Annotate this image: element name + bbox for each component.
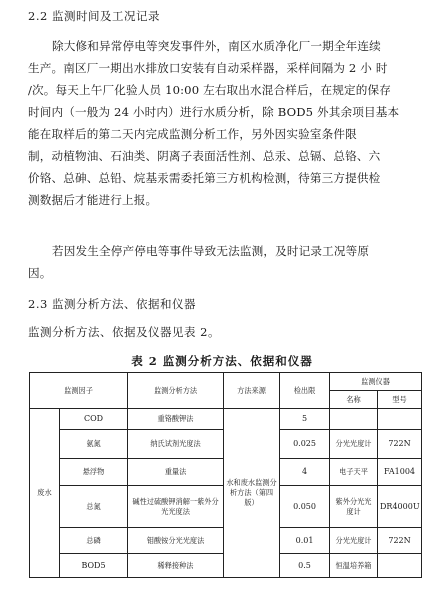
instrument-model-cell: 722N — [378, 430, 422, 459]
instrument-name-cell: 分光光度计 — [330, 528, 378, 554]
limit-cell: 5 — [280, 409, 330, 430]
instrument-name-cell: 分光光度计 — [330, 430, 378, 459]
paragraph-outage-note — [28, 240, 420, 284]
category-cell: 废水 — [30, 409, 60, 578]
header-instrument: 监测仪器 — [330, 373, 422, 391]
instrument-model-cell: DR4000U — [378, 486, 422, 528]
header-instrument-model: 型号 — [378, 391, 422, 409]
table-header-row — [30, 373, 422, 391]
header-method: 监测分析方法 — [128, 373, 224, 409]
instrument-name-cell — [330, 409, 378, 430]
paragraph-line: 价铬、总砷、总铅、烷基汞需委托第三方机构检测，待第三方提供检 — [28, 171, 381, 185]
factor-cell: BOD5 — [60, 554, 128, 578]
method-cell: 稀释接种法 — [128, 554, 224, 578]
paragraph-line: 时间内（一般为 24 小时内）进行水质分析，除 BOD5 外其余项目基本 — [28, 105, 400, 119]
paragraph-line: /次。每天上午厂化验人员 10:00 左右取出水混合样后，在规定的保存 — [28, 83, 391, 97]
section-heading-2-2: 2.2 监测时间及工况记录 — [28, 9, 160, 23]
method-cell: 钼酸铵分光光度法 — [128, 528, 224, 554]
paragraph-line: 除大修和异常停电等突发事件外，南区水质净化厂一期全年连续 — [52, 39, 381, 53]
paragraph-monitoring-schedule — [28, 35, 420, 211]
methods-table — [29, 372, 422, 578]
paragraph-line: 制，动植物油、石油类、阴离子表面活性剂、总汞、总镉、总铬、六 — [28, 149, 381, 163]
factor-cell: 总磷 — [60, 528, 128, 554]
header-factor: 监测因子 — [30, 373, 128, 409]
limit-cell: 0.01 — [280, 528, 330, 554]
table-caption: 表 2 监测分析方法、依据和仪器 — [131, 354, 313, 368]
instrument-model-cell: FA1004 — [378, 459, 422, 486]
limit-cell: 0.050 — [280, 486, 330, 528]
factor-cell: 总氮 — [60, 486, 128, 528]
paragraph-line: 若因发生全停产停电等事件导致无法监测，及时记录工况等原 — [52, 244, 370, 258]
header-limit: 检出限 — [280, 373, 330, 409]
table-reference-text: 监测分析方法、依据及仪器见表 2。 — [28, 325, 220, 339]
method-cell: 重铬酸钾法 — [128, 409, 224, 430]
paragraph-line: 能在取样后的第二天内完成监测分析工作，另外因实验室条件限 — [28, 127, 357, 141]
instrument-name-cell: 电子天平 — [330, 459, 378, 486]
paragraph-line: 生产。南区厂一期出水排放口安装有自动采样器，采样间隔为 2 小 时 — [28, 61, 388, 75]
instrument-name-cell: 紫外分光光度计 — [330, 486, 378, 528]
source-cell: 水和废水监测分析方法（第四版） — [224, 409, 280, 578]
paragraph-line: 因。 — [28, 266, 52, 280]
table-row — [30, 409, 422, 430]
header-source: 方法来源 — [224, 373, 280, 409]
method-cell: 重量法 — [128, 459, 224, 486]
limit-cell: 0.5 — [280, 554, 330, 578]
header-instrument-name: 名称 — [330, 391, 378, 409]
instrument-model-cell — [378, 554, 422, 578]
instrument-model-cell — [378, 409, 422, 430]
factor-cell: 氨氮 — [60, 430, 128, 459]
factor-cell: 悬浮物 — [60, 459, 128, 486]
method-cell: 纳氏试剂光度法 — [128, 430, 224, 459]
limit-cell: 4 — [280, 459, 330, 486]
instrument-name-cell: 恒温培养箱 — [330, 554, 378, 578]
section-heading-2-3: 2.3 监测分析方法、依据和仪器 — [28, 297, 196, 311]
method-cell: 碱性过硫酸钾消解一紫外分光光度法 — [128, 486, 224, 528]
limit-cell: 0.025 — [280, 430, 330, 459]
instrument-model-cell: 722N — [378, 528, 422, 554]
paragraph-line: 测数据后才能进行上报。 — [28, 193, 158, 207]
factor-cell: COD — [60, 409, 128, 430]
